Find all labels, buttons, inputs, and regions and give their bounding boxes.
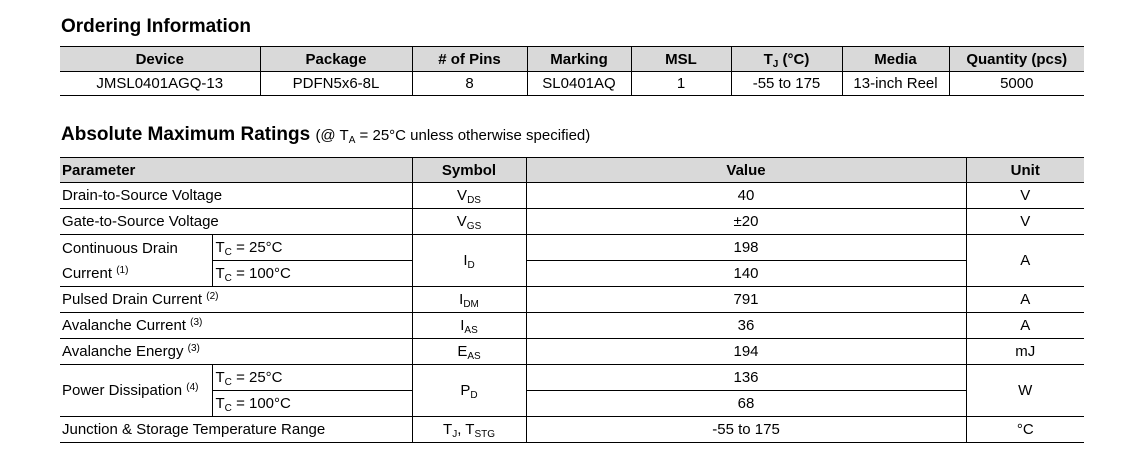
cell-media: 13-inch Reel <box>842 72 949 96</box>
ratings-table <box>60 157 1084 443</box>
value-idm: 791 <box>526 287 966 313</box>
cond-id-100: $T_C = 100^\circ C$ <box>212 261 412 287</box>
ratings-header-row <box>60 158 1084 183</box>
header-quantity: Quantity (pcs) <box>949 47 1084 72</box>
symbol-ias: $I_{AS}$ <box>412 313 526 339</box>
ratings-title: Absolute Maximum Ratings <box>61 124 311 145</box>
param-eas: Avalanche Energy $^{(3)}$ <box>60 339 412 365</box>
table-row <box>60 261 1084 287</box>
unit-tj: °C <box>966 417 1084 443</box>
cell-tj: -55 to 175 <box>731 72 842 96</box>
header-value: Value <box>526 158 966 183</box>
param-pd: Power Dissipation $^{(4)}$ <box>60 365 212 417</box>
table-row <box>60 183 1084 209</box>
unit-vds: V <box>966 183 1084 209</box>
header-unit: Unit <box>966 158 1084 183</box>
table-row <box>60 313 1084 339</box>
header-parameter: Parameter <box>60 158 412 183</box>
cell-marking: SL0401AQ <box>527 72 631 96</box>
param-ias: Avalanche Current $^{(3)}$ <box>60 313 412 339</box>
header-pins: # of Pins <box>412 47 527 72</box>
value-eas: 194 <box>526 339 966 365</box>
symbol-id: $I_D$ <box>412 235 526 287</box>
value-tj: -55 to 175 <box>526 417 966 443</box>
ordering-table <box>60 46 1084 96</box>
param-idm: Pulsed Drain Current $^{(2)}$ <box>60 287 412 313</box>
unit-vgs: V <box>966 209 1084 235</box>
cell-package: PDFN5x6-8L <box>260 72 412 96</box>
header-device: Device <box>60 47 260 72</box>
table-row <box>60 365 1084 391</box>
value-pd-25: 136 <box>526 365 966 391</box>
ordering-title: Ordering Information <box>61 16 251 37</box>
table-row <box>60 235 1084 261</box>
value-pd-100: 68 <box>526 391 966 417</box>
ratings-note: (@ $T_A = 25^\circ C$ unless otherwise specified) <box>315 127 591 146</box>
value-vgs: ±20 <box>526 209 966 235</box>
header-media: Media <box>842 47 949 72</box>
param-vgs: Gate-to-Source Voltage <box>60 209 412 235</box>
value-id-25: 198 <box>526 235 966 261</box>
cond-pd-25: $T_C = 25^\circ C$ <box>212 365 412 391</box>
param-vds: Drain-to-Source Voltage <box>60 183 412 209</box>
table-row <box>60 209 1084 235</box>
cond-pd-100: $T_C = 100^\circ C$ <box>212 391 412 417</box>
symbol-idm: $I_{DM}$ <box>412 287 526 313</box>
value-id-100: 140 <box>526 261 966 287</box>
cond-id-25: $T_C = 25^\circ C$ <box>212 235 412 261</box>
cell-msl: 1 <box>631 72 731 96</box>
table-row <box>60 287 1084 313</box>
symbol-vds: $V_{DS}$ <box>412 183 526 209</box>
table-row <box>60 417 1084 443</box>
param-tj: Junction & Storage Temperature Range <box>60 417 412 443</box>
unit-pd: W <box>966 365 1084 417</box>
header-symbol: Symbol <box>412 158 526 183</box>
value-ias: 36 <box>526 313 966 339</box>
cell-quantity: 5000 <box>949 72 1084 96</box>
cell-pins: 8 <box>412 72 527 96</box>
symbol-vgs: $V_{GS}$ <box>412 209 526 235</box>
symbol-eas: $E_{AS}$ <box>412 339 526 365</box>
symbol-tj: $T_J$, $T_{STG}$ <box>412 417 526 443</box>
table-row <box>60 391 1084 417</box>
cell-device: JMSL0401AGQ-13 <box>60 72 260 96</box>
header-msl: MSL <box>631 47 731 72</box>
symbol-pd: $P_D$ <box>412 365 526 417</box>
unit-id: A <box>966 235 1084 287</box>
unit-eas: mJ <box>966 339 1084 365</box>
value-vds: 40 <box>526 183 966 209</box>
unit-ias: A <box>966 313 1084 339</box>
header-tj: $T_J$ (°C) <box>731 47 842 72</box>
param-id: Continuous Drain Current $^{(1)}$ <box>60 235 212 287</box>
table-row <box>60 339 1084 365</box>
header-package: Package <box>260 47 412 72</box>
table-row <box>60 72 1084 96</box>
header-marking: Marking <box>527 47 631 72</box>
ordering-header-row <box>60 47 1084 72</box>
unit-idm: A <box>966 287 1084 313</box>
ratings-title-line <box>61 124 590 146</box>
